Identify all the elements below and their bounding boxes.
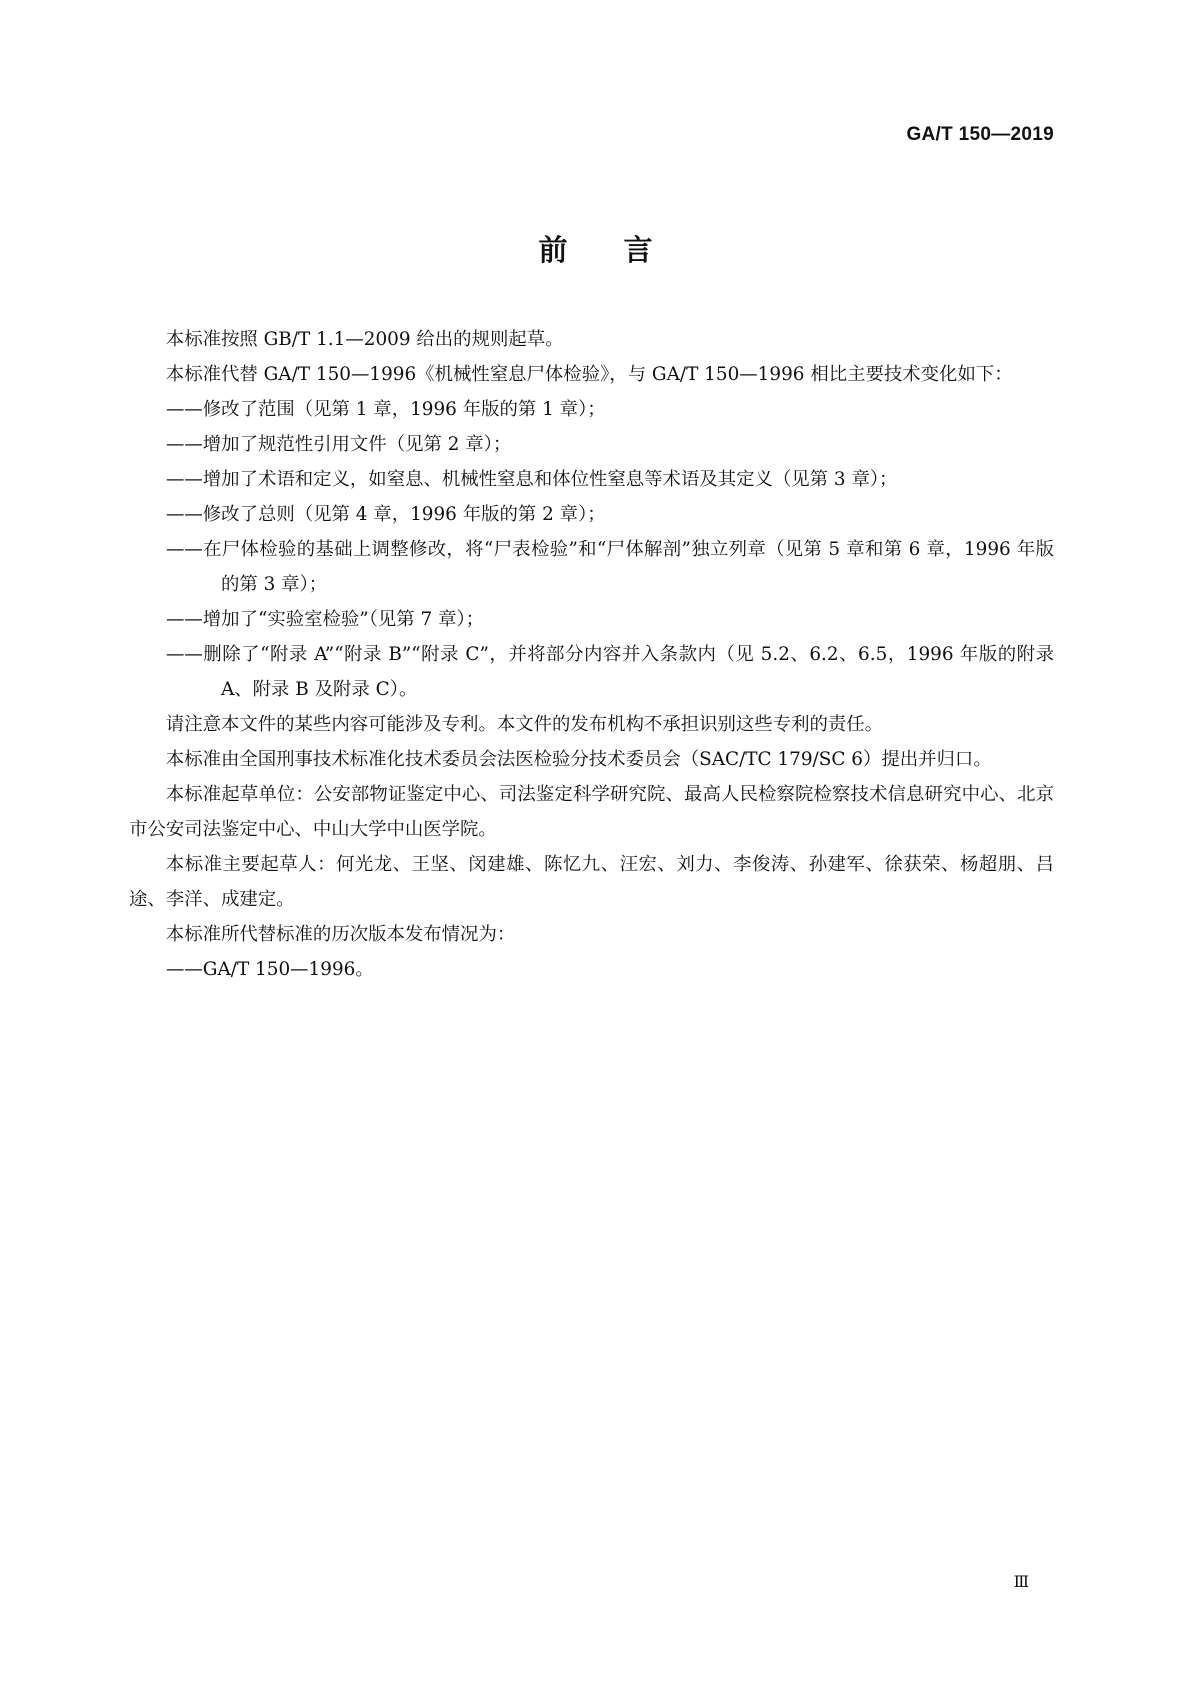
change-item: ——增加了规范性引用文件（见第 2 章）； [166,434,512,455]
page-title: 前言 [538,233,709,267]
changes-list [129,392,1054,707]
foreword-body [129,322,1054,987]
paragraph-patent-notice: 请注意本文件的某些内容可能涉及专利。本文件的发布机构不承担识别这些专利的责任。 [165,714,884,735]
paragraph-proposer: 本标准由全国刑事技术标准化技术委员会法医检验分技术委员会（SAC/TC 179/SC 6）提出并归口。 [165,749,992,770]
document-code: GA/T 150—2019 [906,124,1054,145]
change-item: ——修改了范围（见第 1 章，1996 年版的第 1 章）； [166,399,606,420]
paragraph-drafting-units: 本标准起草单位：公安部物证鉴定中心、司法鉴定科学研究院、最高人民检察院检察技术信息研究中心、北京市公安司法鉴定中心、中山大学中山医学院。 [129,784,1054,840]
paragraph-history-intro: 本标准所代替标准的历次版本发布情况为： [165,924,516,945]
history-list [129,952,1054,987]
change-item: ——修改了总则（见第 4 章，1996 年版的第 2 章）； [166,504,606,525]
history-item: ——GA/T 150—1996。 [166,959,374,980]
change-item: ——增加了术语和定义，如窒息、机械性窒息和体位性窒息等术语及其定义（见第 3 章）； [166,469,898,490]
change-item: ——删除了“附录 A”“附录 B”“附录 C”，并将部分内容并入条款内（见 5.2、6.2、6.5，1996 年版的附录 A、附录 B 及附录 C）。 [166,644,1054,700]
paragraph-drafters: 本标准主要起草人：何光龙、王坚、闵建雄、陈忆九、汪宏、刘力、李俊涛、孙建军、徐获荣、杨超朋、吕途、李洋、成建定。 [129,854,1054,910]
paragraph-replacement: 本标准代替 GA/T 150—1996《机械性窒息尸体检验》，与 GA/T 150—1996 相比主要技术变化如下： [165,364,1013,385]
change-item: ——增加了“实验室检验”（见第 7 章）； [166,609,485,630]
paragraph-drafting-rules: 本标准按照 GB/T 1.1—2009 给出的规则起草。 [165,329,564,350]
page-number: Ⅲ [1013,1572,1029,1591]
change-item: ——在尸体检验的基础上调整修改，将“尸表检验”和“尸体解剖”独立列章（见第 5 章和第 6 章，1996 年版的第 3 章）； [166,539,1054,595]
